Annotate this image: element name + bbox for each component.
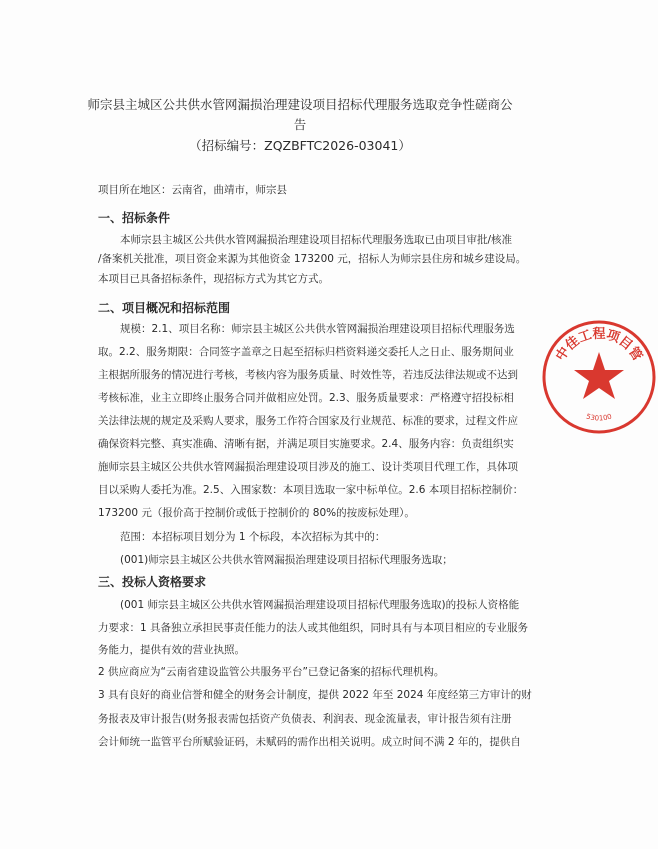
s2-line-8: 目以采购人委托为准。2.5、入围家数：本项目选取一家中标单位。2.6 本项目招标控制价：: [98, 484, 524, 496]
s2-line-6: 确保资料完整、真实准确、清晰有据，并满足项目实施要求。2.4、服务内容：负责组织实: [98, 438, 514, 450]
s1-line-1: 本师宗县主城区公共供水管网漏损治理建设项目招标代理服务选取已由项目审批/核准: [120, 234, 513, 246]
seal-text: 中佳工程项目管: [553, 327, 645, 364]
section-3-heading: 三、投标人资格要求: [98, 575, 207, 589]
s1-line-2: /备案机关批准，项目资金来源为其他资金 173200 元，招标人为师宗县住房和城乡建设局。: [98, 253, 527, 265]
s2-line-4: 考核标准，业主立即终止服务合同并做相应处罚。2.3、服务质量要求：严格遵守招投标相: [98, 392, 514, 404]
s2-line-7: 施师宗县主城区公共供水管网漏损治理建设项目涉及的施工、设计类项目代理工作，具体项: [98, 461, 518, 473]
s2-line-9: 173200 元（报价高于控制价或低于控制价的 80%的按废标处理）。: [98, 507, 415, 519]
s3-para-3-line-3: 会计师统一监管平台所赋验证码，未赋码的需作出相关说明。成立时间不满 2 年的，提供自: [98, 736, 521, 748]
s2-scope-1: 范围：本招标项目划分为 1 个标段，本次招标为其中的：: [120, 531, 386, 543]
s3-para-3-line-1: 3 具有良好的商业信誉和健全的财务会计制度，提供 2022 年至 2024 年度经第三方审计的财: [98, 689, 532, 701]
s3-line-3: 务能力，提供有效的营业执照。: [98, 644, 245, 656]
title-line-1: 师宗县主城区公共供水管网漏损治理建设项目招标代理服务选取竞争性磋商公: [87, 97, 513, 112]
title-line-2: 告: [293, 117, 307, 132]
seal-star: [574, 352, 624, 399]
seal-digits: 530100: [585, 412, 613, 423]
s3-line-2: 力要求：1 具备独立承担民事责任能力的法人或其他组织，同时具有与本项目相应的专业服务: [98, 622, 529, 634]
s2-line-3: 主根据所服务的情况进行考核，考核内容为服务质量、时效性等，若违反法律法规或不达到: [98, 369, 518, 381]
s2-scope-2: (001)师宗县主城区公共供水管网漏损治理建设项目招标代理服务选取；: [120, 554, 453, 566]
s3-line-1: (001 师宗县主城区公共供水管网漏损治理建设项目招标代理服务选取)的投标人资格能: [120, 599, 520, 611]
section-2-heading: 二、项目概况和招标范围: [98, 301, 231, 315]
section-1-heading: 一、招标条件: [98, 211, 171, 225]
s2-line-2: 取。2.2、服务期限：合同签字盖章之日起至招标归档资料递交委托人之日止、服务期间业: [98, 346, 514, 358]
s2-line-1: 规模：2.1、项目名称：师宗县主城区公共供水管网漏损治理建设项目招标代理服务选: [120, 323, 515, 335]
s3-para-2: 2 供应商应为“云南省建设监管公共服务平台”已登记备案的招标代理机构。: [98, 666, 445, 678]
s3-para-3-line-2: 务报表及审计报告(财务报表需包括资产负债表、利润表、现金流量表，审计报告须有注册: [98, 713, 512, 725]
company-seal: [540, 318, 658, 436]
project-location: 项目所在地区：云南省，曲靖市，师宗县: [98, 184, 287, 196]
s2-line-5: 关法律法规的规定及采购人要求，服务工作符合国家及行业规范、标准的要求，过程文件应: [98, 415, 518, 427]
tender-code: （招标编号：ZQZBFTC2026-03041）: [189, 138, 411, 153]
s1-line-3: 本项目已具备招标条件，现招标方式为其它方式。: [98, 273, 329, 285]
